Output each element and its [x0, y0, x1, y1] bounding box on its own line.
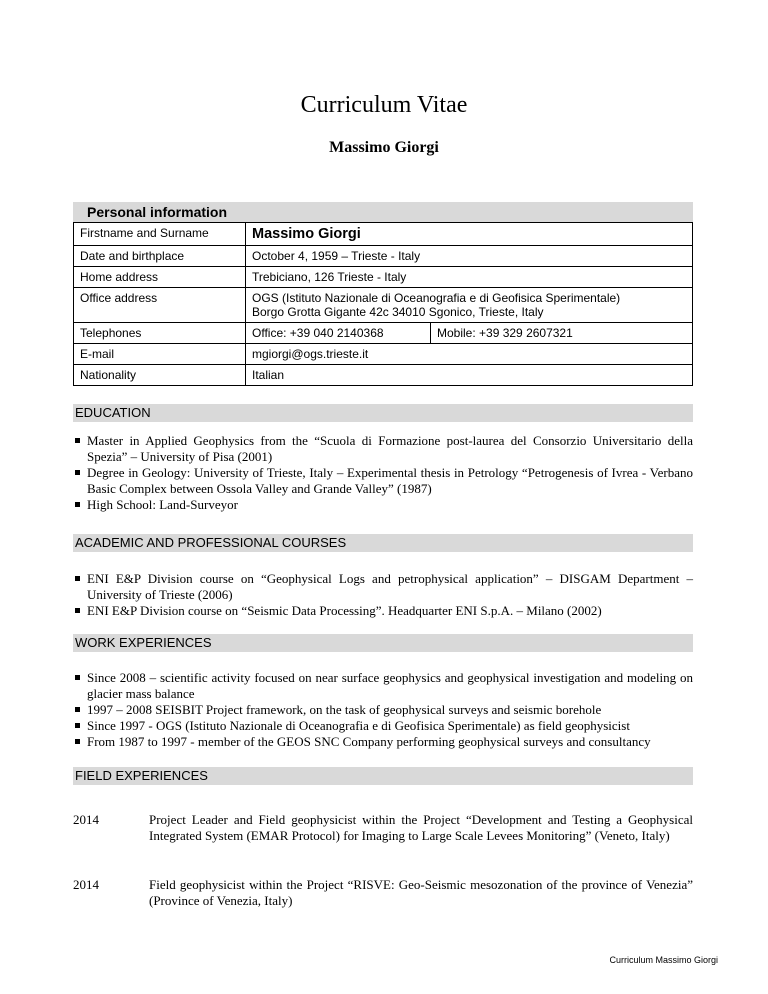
- office-line-1: OGS (Istituto Nazionale di Oceanografia e di Geofisica Sperimentale): [252, 291, 621, 305]
- table-row: [74, 267, 693, 288]
- courses-list: [73, 571, 693, 619]
- courses-heading: ACADEMIC AND PROFESSIONAL COURSES: [73, 534, 693, 552]
- office-value: [246, 288, 693, 323]
- bullet-icon: [75, 470, 80, 475]
- bullet-icon: [75, 739, 80, 744]
- nationality-value: Italian: [246, 365, 693, 386]
- document-subtitle: Massimo Giorgi: [329, 139, 439, 156]
- personal-info-heading: Personal information: [73, 202, 693, 222]
- page-footer: Curriculum Massimo Giorgi: [609, 955, 718, 965]
- bullet-icon: [75, 723, 80, 728]
- table-row: [74, 246, 693, 267]
- table-row: [74, 365, 693, 386]
- name-label: Firstname and Surname: [74, 223, 246, 246]
- list-item: From 1987 to 1997 - member of the GEOS SNC Company performing geophysical surveys and consultancy: [73, 734, 693, 750]
- table-row: [74, 344, 693, 365]
- list-item: ENI E&P Division course on “Seismic Data Processing”. Headquarter ENI S.p.A. – Milano (2002): [73, 603, 693, 619]
- phone-label: Telephones: [74, 323, 246, 344]
- education-heading: EDUCATION: [73, 404, 693, 422]
- field-year: 2014: [73, 877, 99, 892]
- list-item: ENI E&P Division course on “Geophysical Logs and petrophysical application” – DISGAM Department – University of Trieste (2006): [73, 571, 693, 603]
- bullet-icon: [75, 438, 80, 443]
- bullet-icon: [75, 608, 80, 613]
- office-phone: Office: +39 040 2140368: [246, 323, 431, 344]
- list-item: Since 2008 – scientific activity focused on near surface geophysics and geophysical investigation and modeling on glacier mass balance: [73, 670, 693, 702]
- list-item: Degree in Geology: University of Trieste, Italy – Experimental thesis in Petrology “Petrogenesis of Ivrea - Verbano Basic Complex between Ossola Valley and Grande Valley” (1987): [73, 465, 693, 497]
- list-item: High School: Land-Surveyor: [73, 497, 693, 513]
- field-description: Project Leader and Field geophysicist within the Project “Development and Testing a Geophysical Integrated System (EMAR Protocol) for Imaging to Large Scale Levees Monitoring” (Veneto, Italy): [149, 812, 693, 843]
- birth-label: Date and birthplace: [74, 246, 246, 267]
- document-title: Curriculum Vitae: [300, 92, 468, 118]
- name-value: Massimo Giorgi: [246, 223, 693, 246]
- work-heading: WORK EXPERIENCES: [73, 634, 693, 652]
- bullet-icon: [75, 502, 80, 507]
- field-year: 2014: [73, 812, 99, 827]
- work-list: [73, 670, 693, 750]
- bullet-icon: [75, 707, 80, 712]
- table-row: [74, 323, 693, 344]
- personal-info-table: [73, 222, 693, 386]
- home-label: Home address: [74, 267, 246, 288]
- email-label: E-mail: [74, 344, 246, 365]
- nationality-label: Nationality: [74, 365, 246, 386]
- education-list: [73, 433, 693, 513]
- table-row: [74, 223, 693, 246]
- field-description: Field geophysicist within the Project “RISVE: Geo-Seismic mesozonation of the province of Venezia” (Province of Venezia, Italy): [149, 877, 693, 908]
- field-heading: FIELD EXPERIENCES: [73, 767, 693, 785]
- list-item: 1997 – 2008 SEISBIT Project framework, on the task of geophysical surveys and seismic borehole: [73, 702, 693, 718]
- home-value: Trebiciano, 126 Trieste - Italy: [246, 267, 693, 288]
- table-row: [74, 288, 693, 323]
- mobile-phone: Mobile: +39 329 2607321: [431, 323, 693, 344]
- email-value[interactable]: mgiorgi@ogs.trieste.it: [246, 344, 693, 365]
- bullet-icon: [75, 675, 80, 680]
- office-label: Office address: [74, 288, 246, 323]
- office-line-2: Borgo Grotta Gigante 42c 34010 Sgonico, Trieste, Italy: [252, 305, 544, 319]
- list-item: Master in Applied Geophysics from the “Scuola di Formazione post-laurea del Consorzio Universitario della Spezia” – University of Pisa (2001): [73, 433, 693, 465]
- birth-value: October 4, 1959 – Trieste - Italy: [246, 246, 693, 267]
- list-item: Since 1997 - OGS (Istituto Nazionale di Oceanografia e di Geofisica Sperimentale) as field geophysicist: [73, 718, 693, 734]
- bullet-icon: [75, 576, 80, 581]
